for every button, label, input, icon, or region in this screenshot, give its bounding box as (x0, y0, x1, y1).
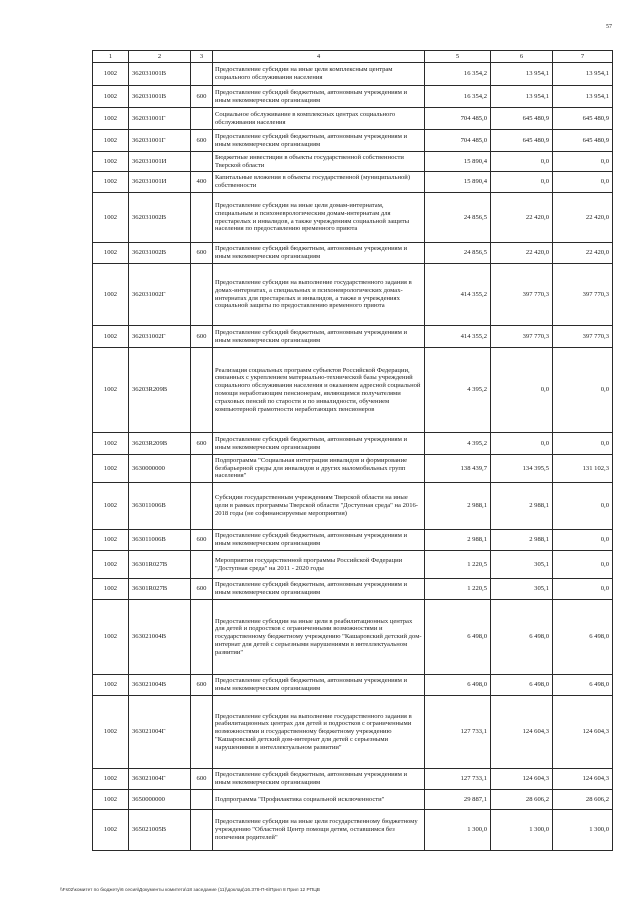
table-row (93, 130, 613, 152)
expense-type-cell: 600 (191, 579, 213, 600)
section-code-cell: 1002 (93, 326, 129, 348)
section-code-cell: 1002 (93, 769, 129, 790)
target-code-cell: 363011006В (129, 530, 191, 551)
amount-cell: 2 988,1 (491, 483, 553, 530)
expense-type-cell (191, 455, 213, 483)
expense-type-cell (191, 348, 213, 433)
item-name-cell: Предоставление субсидии на иные цели государственному бюджетному учреждению "Областной Центр помощи детям, оставшимся без попечения родителей" (213, 810, 425, 851)
column-number: 2 (129, 51, 191, 63)
amount-cell: 0,0 (553, 348, 613, 433)
amount-cell: 6 498,0 (491, 600, 553, 675)
table-row (93, 790, 613, 810)
section-code-cell: 1002 (93, 551, 129, 579)
amount-cell: 0,0 (553, 433, 613, 455)
expense-type-cell: 600 (191, 86, 213, 108)
amount-cell: 1 220,5 (425, 551, 491, 579)
expense-type-cell (191, 152, 213, 172)
amount-cell: 397 770,3 (553, 264, 613, 326)
target-code-cell: 36203R209В (129, 433, 191, 455)
amount-cell: 4 395,2 (425, 433, 491, 455)
expense-type-cell (191, 483, 213, 530)
target-code-cell: 3630000000 (129, 455, 191, 483)
section-code-cell: 1002 (93, 108, 129, 130)
section-code-cell: 1002 (93, 86, 129, 108)
amount-cell: 138 439,7 (425, 455, 491, 483)
target-code-cell: 36301R027В (129, 579, 191, 600)
amount-cell: 0,0 (553, 530, 613, 551)
expense-type-cell (191, 696, 213, 769)
target-code-cell: 363021004Г (129, 696, 191, 769)
expense-type-cell: 600 (191, 243, 213, 264)
expense-type-cell (191, 264, 213, 326)
section-code-cell: 1002 (93, 243, 129, 264)
item-name-cell: Предоставление субсидии на иные цели домам-интернатам, специальным и психоневрологическим домам-интернатам для престарелых и инвалидов, а также учреждениям социальной защиты населения по предоставлению временного приюта (213, 193, 425, 243)
amount-cell: 4 395,2 (425, 348, 491, 433)
item-name-cell: Предоставление субсидий бюджетным, автономным учреждениям и иным некоммерческим организациям (213, 769, 425, 790)
section-code-cell: 1002 (93, 130, 129, 152)
amount-cell: 704 485,0 (425, 108, 491, 130)
expense-type-cell (191, 790, 213, 810)
amount-cell: 13 954,1 (553, 63, 613, 86)
amount-cell: 1 300,0 (491, 810, 553, 851)
item-name-cell: Предоставление субсидий бюджетным, автономным учреждениям и иным некоммерческим организациям (213, 579, 425, 600)
amount-cell: 0,0 (553, 172, 613, 193)
section-code-cell: 1002 (93, 810, 129, 851)
amount-cell: 397 770,3 (491, 326, 553, 348)
amount-cell: 6 498,0 (553, 675, 613, 696)
expense-type-cell: 600 (191, 769, 213, 790)
target-code-cell: 362031002В (129, 193, 191, 243)
amount-cell: 0,0 (491, 152, 553, 172)
amount-cell: 305,1 (491, 551, 553, 579)
amount-cell: 1 220,5 (425, 579, 491, 600)
section-code-cell: 1002 (93, 193, 129, 243)
item-name-cell: Предоставление субсидий бюджетным, автономным учреждениям и иным некоммерческим организациям (213, 86, 425, 108)
amount-cell: 6 498,0 (491, 675, 553, 696)
file-path-footer: \\Fs02\комитет по бюджету\6 сесия\Документы комитета\18 заседание (11)\доклад\16.378-П-6\Прил 8 Прил 12 РПЦВ (60, 888, 320, 893)
expense-type-cell: 600 (191, 530, 213, 551)
column-number: 5 (425, 51, 491, 63)
expense-type-cell: 400 (191, 172, 213, 193)
amount-cell: 131 102,3 (553, 455, 613, 483)
target-code-cell: 363021004Г (129, 769, 191, 790)
table-row (93, 193, 613, 243)
amount-cell: 124 604,3 (491, 769, 553, 790)
table-row (93, 172, 613, 193)
table-row (93, 455, 613, 483)
expense-type-cell: 600 (191, 675, 213, 696)
amount-cell: 16 354,2 (425, 63, 491, 86)
amount-cell: 6 498,0 (425, 675, 491, 696)
amount-cell: 22 420,0 (553, 193, 613, 243)
expense-type-cell: 600 (191, 326, 213, 348)
amount-cell: 0,0 (553, 152, 613, 172)
amount-cell: 28 606,2 (553, 790, 613, 810)
target-code-cell: 3650000000 (129, 790, 191, 810)
item-name-cell: Предоставление субсидий бюджетным, автономным учреждениям и иным некоммерческим организациям (213, 530, 425, 551)
table-row (93, 483, 613, 530)
target-code-cell: 362031001В (129, 86, 191, 108)
amount-cell: 645 480,9 (491, 130, 553, 152)
section-code-cell: 1002 (93, 530, 129, 551)
amount-cell: 414 355,2 (425, 264, 491, 326)
expense-type-cell (191, 63, 213, 86)
amount-cell: 24 856,5 (425, 193, 491, 243)
item-name-cell: Реализация социальных программ субъектов Российской Федерации, связанных с укреплением материально-технической базы учреждений социального обслуживания населения и оказанием адресной социальной помощи неработающим пенсионерам, являющимся получателями страховых пенсий по старости и по инвалидности, обучением компьютерной грамотности неработающих пенсионеров (213, 348, 425, 433)
item-name-cell: Мероприятия государственной программы Российской Федерации "Доступная среда" на 2011 - 2020 годы (213, 551, 425, 579)
column-number-row (93, 51, 613, 63)
amount-cell: 2 988,1 (425, 530, 491, 551)
amount-cell: 16 354,2 (425, 86, 491, 108)
expense-type-cell: 600 (191, 130, 213, 152)
item-name-cell: Подпрограмма "Социальная интеграция инвалидов и формирование безбарьерной среды для инвалидов и других маломобильных групп населения" (213, 455, 425, 483)
target-code-cell: 362031001В (129, 63, 191, 86)
item-name-cell: Предоставление субсидий бюджетным, автономным учреждениям и иным некоммерческим организациям (213, 243, 425, 264)
table-row (93, 152, 613, 172)
target-code-cell: 36301R027В (129, 551, 191, 579)
target-code-cell: 363021004В (129, 675, 191, 696)
table-row (93, 243, 613, 264)
column-number: 6 (491, 51, 553, 63)
section-code-cell: 1002 (93, 172, 129, 193)
amount-cell: 1 300,0 (425, 810, 491, 851)
amount-cell: 0,0 (491, 172, 553, 193)
expense-type-cell (191, 600, 213, 675)
table-row (93, 769, 613, 790)
amount-cell: 0,0 (491, 433, 553, 455)
table-row (93, 108, 613, 130)
table-row (93, 433, 613, 455)
amount-cell: 124 604,3 (553, 696, 613, 769)
table-row (93, 600, 613, 675)
amount-cell: 645 480,9 (553, 130, 613, 152)
item-name-cell: Предоставление субсидий бюджетным, автономным учреждениям и иным некоммерческим организациям (213, 675, 425, 696)
amount-cell: 15 890,4 (425, 152, 491, 172)
amount-cell: 13 954,1 (491, 86, 553, 108)
amount-cell: 124 604,3 (553, 769, 613, 790)
amount-cell: 29 887,1 (425, 790, 491, 810)
amount-cell: 2 988,1 (425, 483, 491, 530)
expense-type-cell (191, 551, 213, 579)
section-code-cell: 1002 (93, 348, 129, 433)
table-row (93, 675, 613, 696)
table-row (93, 551, 613, 579)
table-row (93, 348, 613, 433)
table-row (93, 86, 613, 108)
column-number: 1 (93, 51, 129, 63)
table-row (93, 264, 613, 326)
amount-cell: 414 355,2 (425, 326, 491, 348)
table-row (93, 530, 613, 551)
expense-type-cell: 600 (191, 433, 213, 455)
item-name-cell: Социальное обслуживание в комплексных центрах социального обслуживания населения (213, 108, 425, 130)
amount-cell: 127 733,1 (425, 769, 491, 790)
amount-cell: 13 954,1 (553, 86, 613, 108)
target-code-cell: 362031001Г (129, 130, 191, 152)
amount-cell: 22 420,0 (553, 243, 613, 264)
section-code-cell: 1002 (93, 483, 129, 530)
amount-cell: 127 733,1 (425, 696, 491, 769)
item-name-cell: Капитальные вложения в объекты государственной (муниципальной) собственности (213, 172, 425, 193)
expense-type-cell (191, 810, 213, 851)
section-code-cell: 1002 (93, 152, 129, 172)
item-name-cell: Подпрограмма "Профилактика социальной исключенности" (213, 790, 425, 810)
table-row (93, 326, 613, 348)
section-code-cell: 1002 (93, 600, 129, 675)
amount-cell: 2 988,1 (491, 530, 553, 551)
section-code-cell: 1002 (93, 696, 129, 769)
amount-cell: 6 498,0 (553, 600, 613, 675)
item-name-cell: Предоставление субсидии на выполнение государственного задания в реабилитационных центрах для детей и подростков с ограниченными возможностями и государственному бюджетному учреждению "Кашаровский детский дом-интернат для детей с серьезными нарушениями в интеллектуальном развитии" (213, 696, 425, 769)
table-row (93, 696, 613, 769)
amount-cell: 704 485,0 (425, 130, 491, 152)
target-code-cell: 362031002Г (129, 264, 191, 326)
amount-cell: 645 480,9 (491, 108, 553, 130)
item-name-cell: Субсидии государственным учреждениям Тверской области на иные цели в рамках программы Тверской области "Доступная среда" на 2016-2018 годы (не софинансируемые мероприятия) (213, 483, 425, 530)
amount-cell: 0,0 (553, 551, 613, 579)
target-code-cell: 363011006В (129, 483, 191, 530)
column-number: 3 (191, 51, 213, 63)
amount-cell: 124 604,3 (491, 696, 553, 769)
amount-cell: 15 890,4 (425, 172, 491, 193)
amount-cell: 0,0 (491, 348, 553, 433)
amount-cell: 305,1 (491, 579, 553, 600)
amount-cell: 1 300,0 (553, 810, 613, 851)
section-code-cell: 1002 (93, 675, 129, 696)
target-code-cell: 365021005В (129, 810, 191, 851)
amount-cell: 28 606,2 (491, 790, 553, 810)
item-name-cell: Предоставление субсидии на иные цели комплексным центрам социального обслуживания населения (213, 63, 425, 86)
section-code-cell: 1002 (93, 433, 129, 455)
item-name-cell: Предоставление субсидий бюджетным, автономным учреждениям и иным некоммерческим организациям (213, 130, 425, 152)
amount-cell: 645 480,9 (553, 108, 613, 130)
target-code-cell: 362031001И (129, 152, 191, 172)
item-name-cell: Предоставление субсидии на выполнение государственного задания в домах-интернатах, а специальных и психоневрологических домах-интернатах для престарелых и инвалидов, а также в учреждениях социальной защиты по предоставлению временного приюта (213, 264, 425, 326)
section-code-cell: 1002 (93, 790, 129, 810)
table-row (93, 810, 613, 851)
page-number: 57 (606, 24, 612, 30)
amount-cell: 397 770,3 (491, 264, 553, 326)
item-name-cell: Предоставление субсидий бюджетным, автономным учреждениям и иным некоммерческим организациям (213, 433, 425, 455)
target-code-cell: 363021004В (129, 600, 191, 675)
budget-table (92, 50, 613, 851)
amount-cell: 24 856,5 (425, 243, 491, 264)
column-number: 7 (553, 51, 613, 63)
amount-cell: 397 770,3 (553, 326, 613, 348)
expense-type-cell (191, 108, 213, 130)
amount-cell: 134 395,5 (491, 455, 553, 483)
table-row (93, 63, 613, 86)
section-code-cell: 1002 (93, 264, 129, 326)
section-code-cell: 1002 (93, 63, 129, 86)
target-code-cell: 362031001Г (129, 108, 191, 130)
item-name-cell: Предоставление субсидии на иные цели в реабилитационных центрах для детей и подростков с ограниченными возможностями и государственному бюджетному учреждению "Кашаровский детский дом-интернат для детей с серьезными нарушениями в интеллектуальном развитии" (213, 600, 425, 675)
section-code-cell: 1002 (93, 579, 129, 600)
table-row (93, 579, 613, 600)
target-code-cell: 362031002В (129, 243, 191, 264)
target-code-cell: 362031002Г (129, 326, 191, 348)
amount-cell: 22 420,0 (491, 193, 553, 243)
amount-cell: 22 420,0 (491, 243, 553, 264)
section-code-cell: 1002 (93, 455, 129, 483)
amount-cell: 0,0 (553, 483, 613, 530)
target-code-cell: 36203R209В (129, 348, 191, 433)
expense-type-cell (191, 193, 213, 243)
column-number: 4 (213, 51, 425, 63)
amount-cell: 0,0 (553, 579, 613, 600)
item-name-cell: Предоставление субсидий бюджетным, автономным учреждениям и иным некоммерческим организациям (213, 326, 425, 348)
item-name-cell: Бюджетные инвестиции в объекты государственной собственности Тверской области (213, 152, 425, 172)
target-code-cell: 362031001И (129, 172, 191, 193)
amount-cell: 13 954,1 (491, 63, 553, 86)
amount-cell: 6 498,0 (425, 600, 491, 675)
